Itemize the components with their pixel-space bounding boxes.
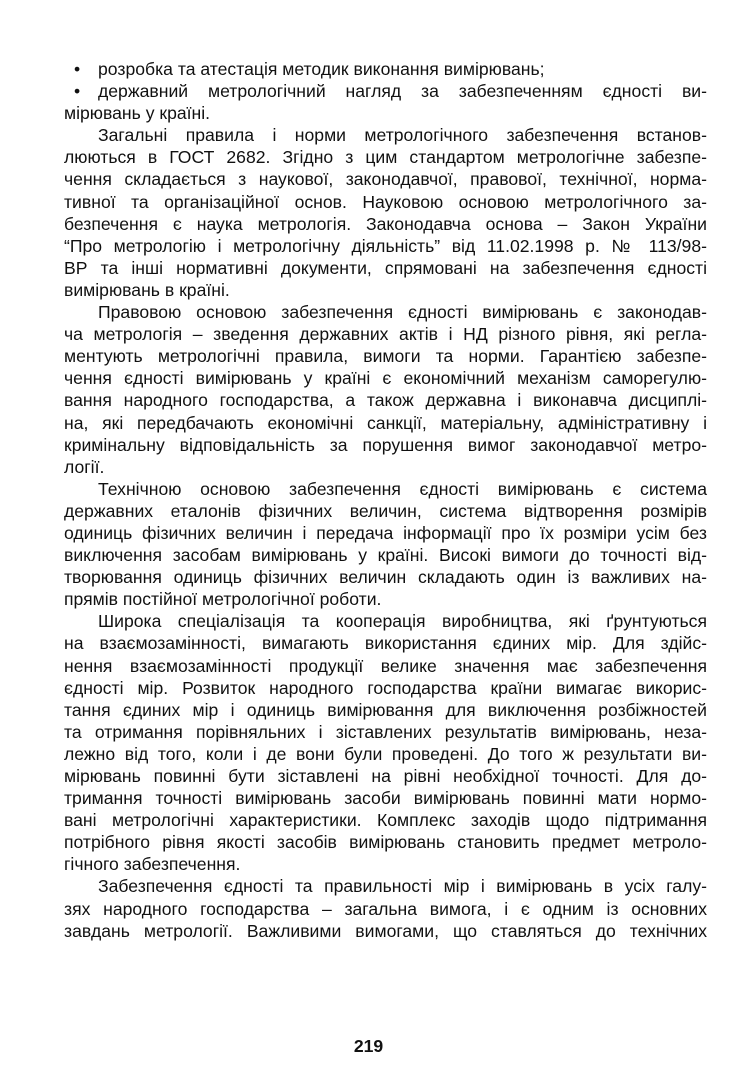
paragraph-line: гічного забезпечення.: [64, 854, 241, 875]
paragraph-line: Загальні правила і норми метрологічного забезпечення встанов-: [98, 125, 707, 146]
paragraph: [64, 478, 707, 611]
bullet-line: державний метрологічний нагляд за забезпеченням єдності ви-: [98, 81, 707, 102]
paragraph-line: нення взаємозамінності продукції велике значення має забезпечення: [64, 655, 707, 676]
paragraph-line: потрібного рівня якості засобів вимірювань становить предмет метроло-: [64, 832, 707, 853]
paragraph-line: тання єдиних мір і одиниць вимірювання для виключення розбіжностей: [64, 699, 707, 720]
page-number: 219: [353, 1036, 384, 1056]
paragraph: [64, 301, 707, 478]
paragraph-line: завдань метрології. Важливими вимогами, що ставляться до технічних: [64, 920, 707, 941]
paragraph-line: одиниць фізичних величин і передача інформації про їх розміри усім без: [64, 522, 707, 543]
paragraph: [64, 124, 707, 301]
paragraph-line: державних еталонів фізичних величин, система відтворення розмірів: [64, 500, 707, 521]
paragraphs: [64, 124, 707, 941]
paragraph-line: на, які передбачають економічні санкції, матеріальну, адміністративну і: [64, 412, 707, 433]
paragraph-line: на взаємозамінності, вимагають використання єдиних мір. Для здійс-: [64, 633, 707, 654]
paragraph-line: ментують метрологічні правила, вимоги та норми. Гарантією забезпе-: [64, 346, 707, 367]
paragraph-line: Забезпечення єдності та правильності мір і вимірювань в усіх галу-: [98, 876, 707, 897]
paragraph-line: кримінальну відповідальність за порушення вимог законодавчої метро-: [64, 434, 707, 455]
page-body: [64, 58, 707, 942]
paragraph-line: ВР та інші нормативні документи, спрямовані на забезпечення єдності: [64, 257, 707, 278]
bullet-mark: •: [74, 59, 81, 79]
bullet-item: [64, 80, 707, 124]
paragraph-line: логії.: [64, 456, 105, 477]
paragraph-line: вимірювань в країні.: [64, 279, 230, 300]
paragraph-line: безпечення є наука метрологія. Законодавча основа – Закон України: [64, 213, 707, 234]
paragraph-line: виключення засобам вимірювань у країні. Високі вимоги до точності від-: [64, 545, 707, 566]
paragraph-line: єдності мір. Розвиток народного господарства країни вимагає викорис-: [64, 677, 707, 698]
paragraph-line: тивної та організаційної основ. Науковою основою метрологічного за-: [64, 191, 707, 212]
paragraph-line: чення єдності вимірювань у країні є економічний механізм саморегулю-: [64, 368, 707, 389]
paragraph-line: ча метрологія – зведення державних актів і НД різного рівня, які регла-: [64, 324, 707, 345]
bullet-line: мірювань у країні.: [64, 103, 211, 124]
paragraph-line: Правовою основою забезпечення єдності вимірювань є законодав-: [98, 302, 707, 323]
paragraph-line: “Про метрологію і метрологічну діяльність” від 11.02.1998 р. № 113/98-: [64, 235, 707, 256]
paragraph-line: мірювань повинні бути зіставлені на рівні необхідної точності. Для до-: [64, 766, 707, 786]
paragraph: [64, 875, 707, 941]
paragraph-line: Широка спеціалізація та кооперація виробництва, які ґрунтуються: [98, 611, 707, 632]
paragraph-line: зях народного господарства – загальна вимога, і є одним із основних: [64, 898, 707, 919]
paragraph-line: вані метрологічні характеристики. Комплекс заходів щодо підтримання: [64, 810, 707, 831]
paragraph-line: вання народного господарства, а також державна і виконавча дисциплі-: [64, 390, 707, 411]
paragraph-line: прямів постійної метрологічної роботи.: [64, 589, 382, 610]
bullet-item: [64, 58, 707, 80]
paragraph-line: люються в ГОСТ 2682. Згідно з цим стандартом метрологічне забезпе-: [64, 147, 707, 168]
paragraph-line: чення складається з наукової, законодавчої, правової, технічної, норма-: [64, 169, 707, 190]
paragraph-line: та отримання порівняльних і зіставлених результатів вимірювань, неза-: [64, 721, 707, 742]
bullet-mark: •: [74, 81, 81, 102]
paragraph-line: тримання точності вимірювань засоби вимірювань повинні мати нормо-: [64, 788, 707, 809]
paragraph: [64, 610, 707, 875]
bullet-line: розробка та атестація методик виконання вимірювань;: [98, 59, 545, 79]
paragraph-line: Технічною основою забезпечення єдності вимірювань є система: [98, 478, 707, 499]
paragraph-line: творювання одиниць фізичних величин складають один із важливих на-: [64, 567, 707, 588]
paragraph-line: лежно від того, коли і де вони були проведені. До того ж результати ви-: [64, 743, 707, 764]
